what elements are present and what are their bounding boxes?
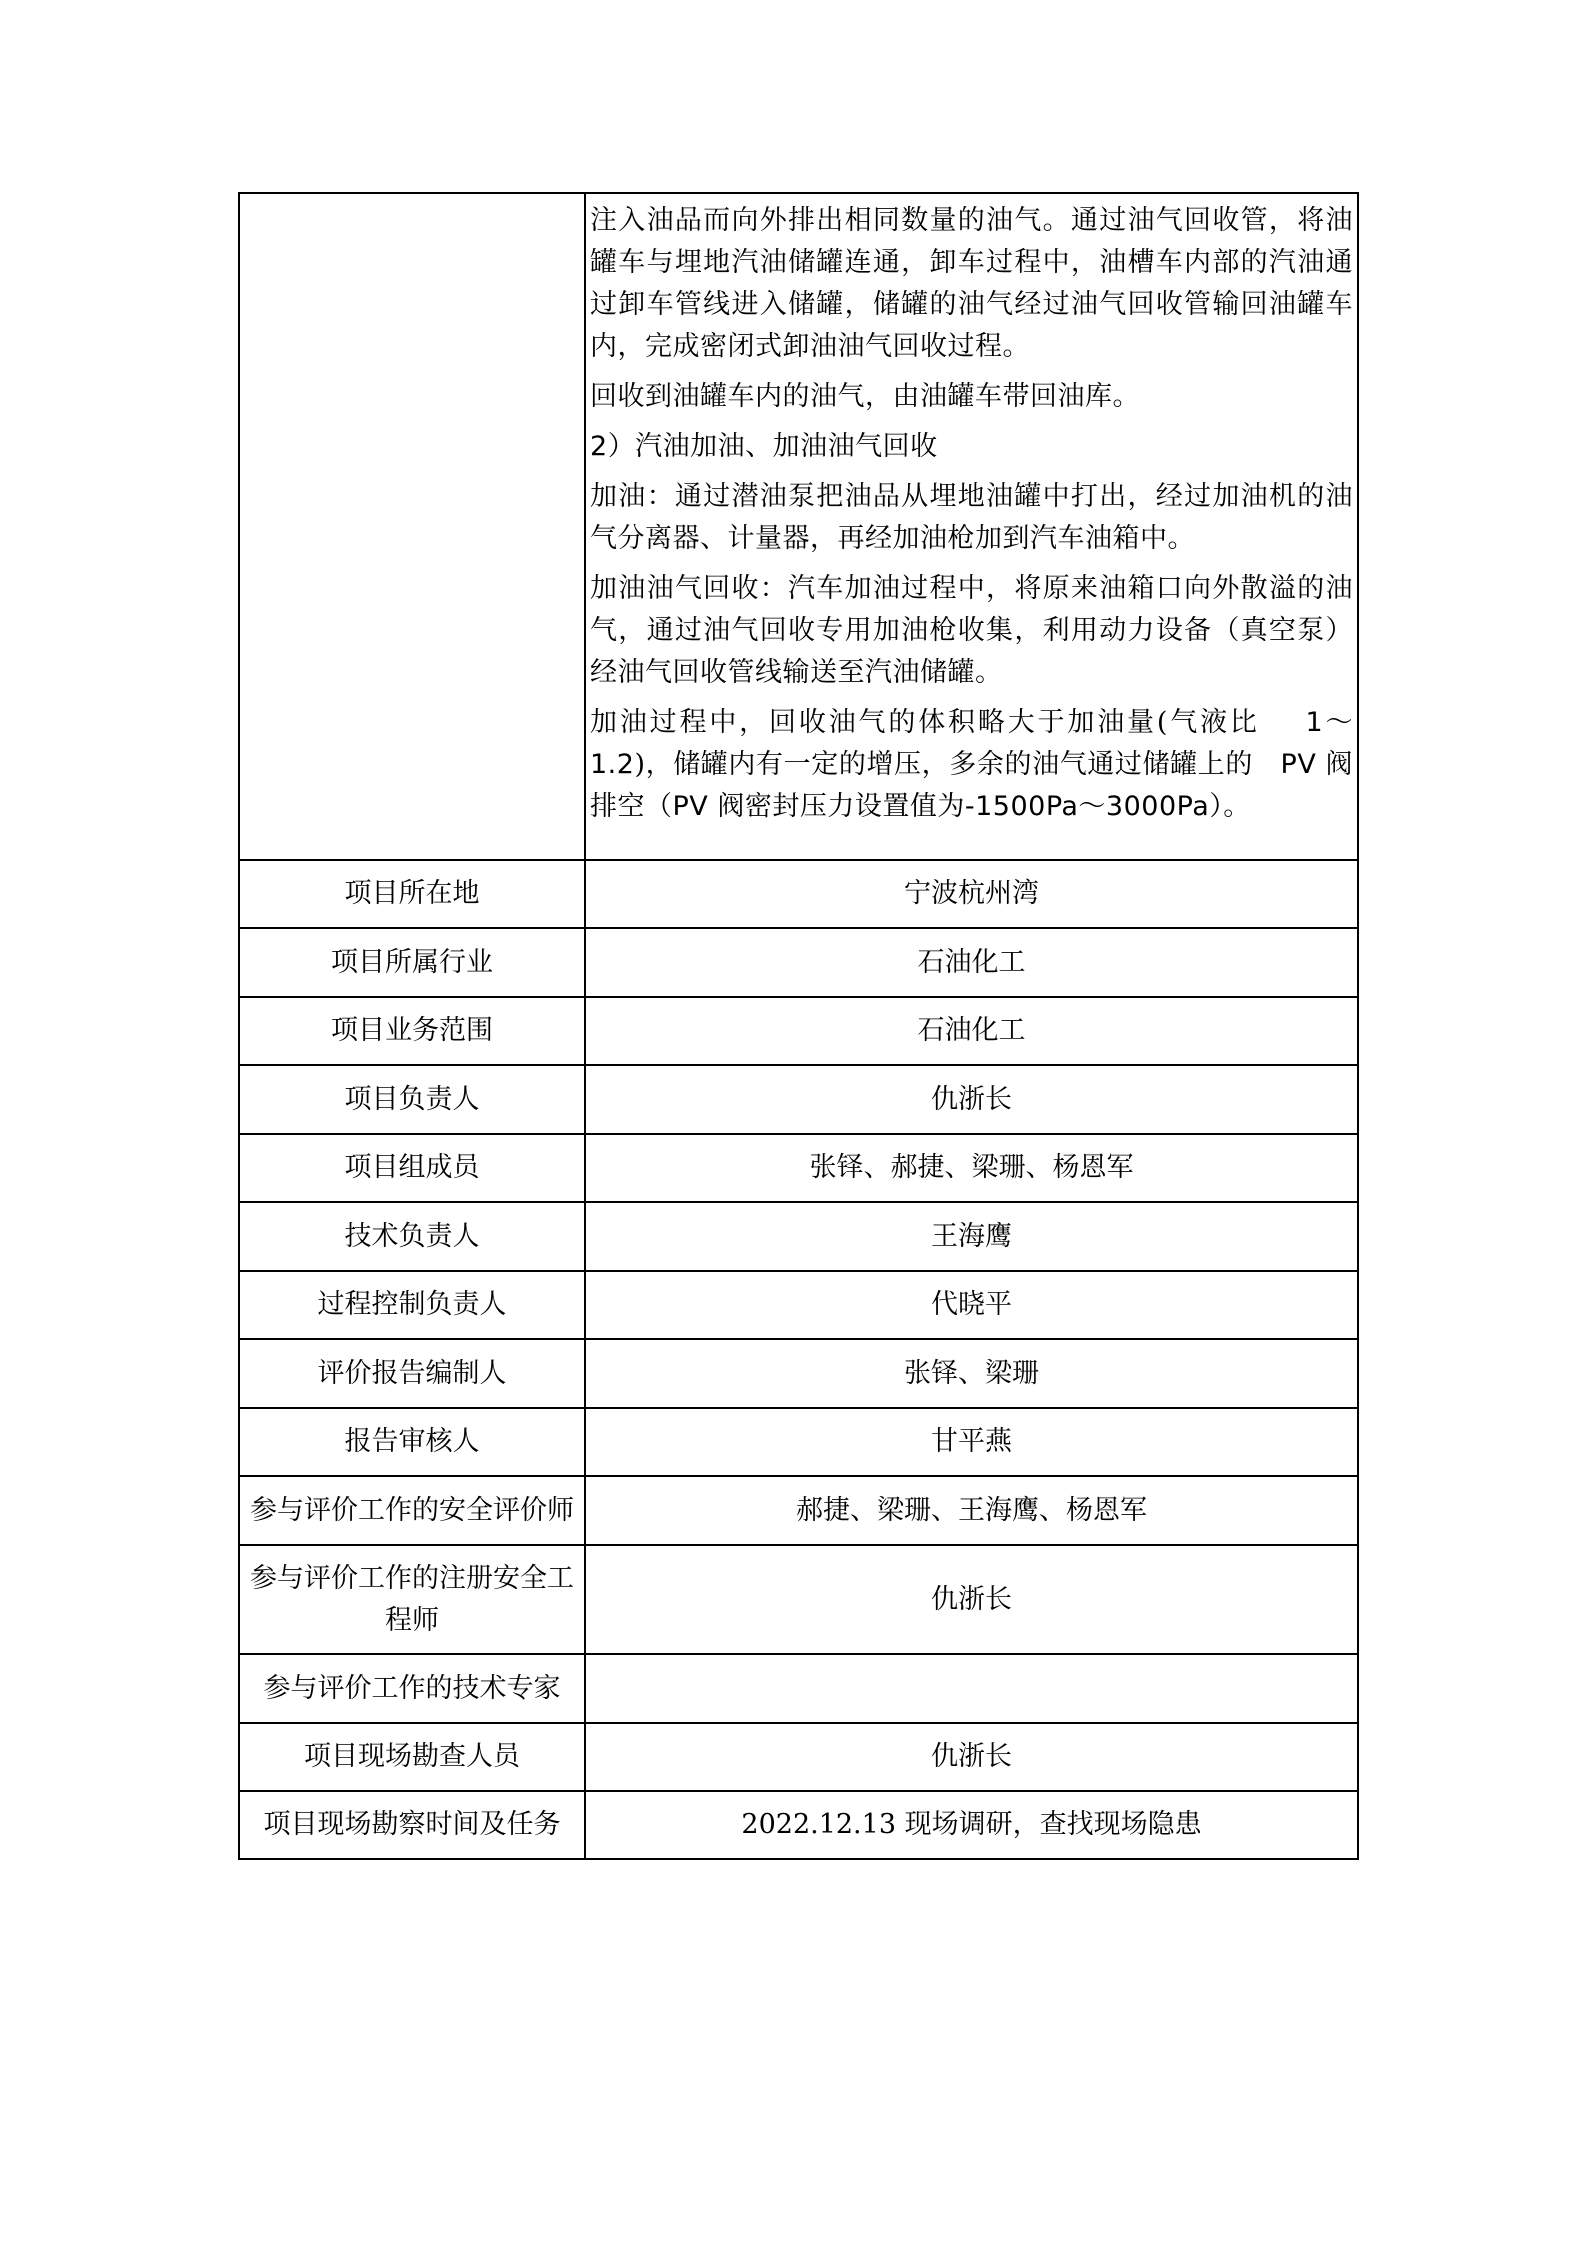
- table-row: [239, 1408, 1358, 1476]
- table-row: [239, 1791, 1358, 1859]
- section-title: ）汽油加油、加油油气回收: [607, 431, 938, 462]
- table-row: [239, 860, 1358, 928]
- process-description-cell: [585, 193, 1358, 860]
- table-row: [239, 1654, 1358, 1723]
- row-value: 石油化工: [585, 997, 1358, 1065]
- description-row: [239, 193, 1358, 860]
- row-value: 仇浙长: [585, 1545, 1358, 1654]
- table-row: [239, 1134, 1358, 1202]
- row-label: 参与评价工作的安全评价师: [239, 1476, 585, 1545]
- gas-liquid-ratio: 1～1.2: [590, 707, 1353, 780]
- description-paragraph: 回收到油罐车内的油气，由油罐车带回油库。: [590, 381, 1140, 412]
- pressure-text: 阀排空（: [590, 749, 1353, 822]
- row-label: 项目所属行业: [239, 928, 585, 997]
- table-row: [239, 928, 1358, 997]
- pressure-paragraph: [590, 702, 1353, 828]
- table-row: [239, 997, 1358, 1065]
- row-value: 2022.12.13 现场调研，查找现场隐患: [585, 1791, 1358, 1859]
- pv-valve-label: PV: [1280, 749, 1317, 780]
- pressure-text: ）。: [1209, 791, 1251, 822]
- row-value: 郝捷、梁珊、王海鹰、杨恩军: [585, 1476, 1358, 1545]
- pressure-text: 阀密封压力设置值为: [717, 791, 965, 822]
- row-label: 项目现场勘查人员: [239, 1723, 585, 1791]
- row-value: 仇浙长: [585, 1065, 1358, 1134]
- row-label: 技术负责人: [239, 1202, 585, 1271]
- pv-valve-label: PV: [672, 791, 709, 822]
- row-value: 张铎、郝捷、梁珊、杨恩军: [585, 1134, 1358, 1202]
- row-value: [585, 1654, 1358, 1723]
- pressure-text: )，储罐内有一定的增压，多余的油气通过储罐上的: [634, 749, 1253, 780]
- section-heading: [590, 426, 1353, 468]
- pressure-text: 加油过程中，回收油气的体积略大于加油量(气液比: [590, 707, 1260, 738]
- description-paragraph: 加油油气回收：汽车加油过程中，将原来油箱口向外散溢的油气，通过油气回收专用加油枪收集，利用动力设备（真空泵）经油气回收管线输送至汽油储罐。: [590, 573, 1353, 688]
- row-label: 项目现场勘察时间及任务: [239, 1791, 585, 1859]
- row-label: 项目组成员: [239, 1134, 585, 1202]
- description-label-cell: [239, 193, 585, 860]
- pressure-range: -1500Pa～3000Pa: [964, 791, 1210, 822]
- row-value: 石油化工: [585, 928, 1358, 997]
- row-value: 代晓平: [585, 1271, 1358, 1339]
- row-label: 参与评价工作的技术专家: [239, 1654, 585, 1723]
- row-label: 过程控制负责人: [239, 1271, 585, 1339]
- section-number: 2: [590, 431, 608, 462]
- row-value: 王海鹰: [585, 1202, 1358, 1271]
- table-row: [239, 1545, 1358, 1654]
- row-label: 参与评价工作的注册安全工程师: [239, 1545, 585, 1654]
- table-row: [239, 1476, 1358, 1545]
- row-label: 报告审核人: [239, 1408, 585, 1476]
- description-paragraph: 注入油品而向外排出相同数量的油气。通过油气回收管，将油罐车与埋地汽油储罐连通，卸车过程中，油槽车内部的汽油通过卸车管线进入储罐，储罐的油气经过油气回收管输回油罐车内，完成密闭式卸油油气回收过程。: [590, 205, 1353, 362]
- row-label: 项目业务范围: [239, 997, 585, 1065]
- description-paragraph: 加油：通过潜油泵把油品从埋地油罐中打出，经过加油机的油气分离器、计量器，再经加油枪加到汽车油箱中。: [590, 481, 1353, 554]
- table-row: [239, 1202, 1358, 1271]
- row-value: 仇浙长: [585, 1723, 1358, 1791]
- row-value: 张铎、梁珊: [585, 1339, 1358, 1408]
- row-label: 评价报告编制人: [239, 1339, 585, 1408]
- row-value: 宁波杭州湾: [585, 860, 1358, 928]
- table-row: [239, 1723, 1358, 1791]
- row-label: 项目负责人: [239, 1065, 585, 1134]
- project-info-table: [238, 192, 1359, 1860]
- row-value: 甘平燕: [585, 1408, 1358, 1476]
- table-row: [239, 1271, 1358, 1339]
- table-row: [239, 1065, 1358, 1134]
- table-row: [239, 1339, 1358, 1408]
- row-label: 项目所在地: [239, 860, 585, 928]
